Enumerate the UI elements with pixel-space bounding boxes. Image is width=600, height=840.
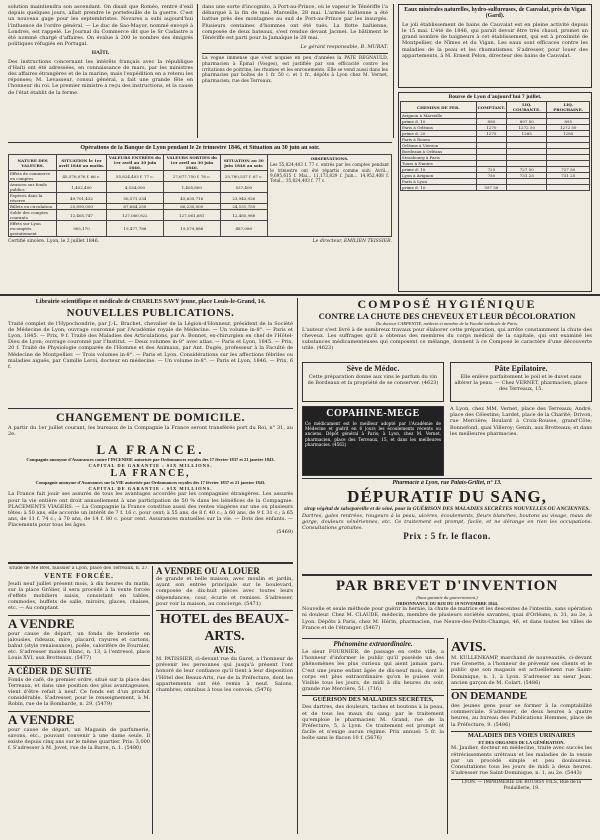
bank-director: Le directeur, EMILIEN TEISSIER.: [312, 239, 392, 244]
imprint: LYON. — IMPRIMERIE DE BOURSY FILS, Rue de la Poulaillerie, 19.: [461, 780, 582, 792]
top-col1-text: solution maintiendra son ascendant. On disait que Roméo, rentré d'exil depuis quelques jours, allait prendre le portefeuille de la guerre. C'est un nouveau gage pour les septembristes. Novares a subi aujourd'hui l'influence de l'ordre général. — Le duc de Sao-Mayor, nommé envoyé à Londres, est rappelé. Le Journal du Commerce dit que le Sr Cadastre a été nommé chargé d'affaires. On évalue à 200 le nombre des émigrés politiques réfugiés en Portugal.: [8, 4, 193, 48]
table-row: Paris à Rouen: [401, 137, 590, 143]
depuratif-text: Dartres, gales rentrées, rougeurs à la peau, ulcères, écoulements, fleurs blanches, boutons au visage, maux de gorge, douleurs vénériennes, etc. Ce traitement est prompt, facile, et ne dérange en rien les occupations. Consultations gratuites.: [302, 512, 592, 531]
la-france-ad: [8, 442, 293, 560]
column-divider: [152, 566, 153, 834]
demande-text: des jeunes gens pour se former à la comptabilité commerciale. S'adresser, de deux heures à quatre heures, au bureau des Publications Hommes, place de la Préfecture, 9. (5486): [451, 703, 592, 728]
la-france-code: (5469): [276, 528, 293, 535]
top-column-2: [202, 4, 388, 140]
cauvalat-ad: [398, 4, 592, 88]
top-col1-text2: Des instructions concernant les intérêts français avec la république d'Haïti ont été adressées, en connaissance de mars, par les ministres des affaires étrangères et de la marine; mais l'expédition en a retenu les réponses; M. Levasseur, consul général, a fait une grande fête en l'honneur du roi. Le premier ministre a reçu des instructions, et la cause de l'état établit de la ferme.: [8, 58, 193, 96]
table-row: prime d. 20 1275 1285 1285: [401, 131, 590, 137]
hygienique-text: L'auteur s'est livré à de nombreux travaux pour élaborer cette préparation, qui arrête constamment la chute des cheveux. Les suffrages qu'il a obtenus des membres du corps médical de la capitale, qui ont examiné les substances médicamenteuses qui composent ce mélange, donnent à ce Composé le caractère d'une découverte utile. (4623): [302, 326, 592, 352]
table-row: prime d. 10 597 50: [401, 185, 590, 191]
copahine-text: Ce médicament est le meilleur adopté par l'Académie de Médecine et guérit en 6 jours les écoulements récents ou anciens. Dépôt général à Paris; à Lyon, chez M. Vernet, pharmacien, place des Terreaux, 15, et dans les meilleures pharmacies. (4562): [303, 420, 443, 476]
table-row: Bordeaux à Orléans: [401, 149, 590, 155]
guerison-title: GUÉRISON DES MALADIES SECRÈTES,: [312, 696, 434, 704]
annonces-column: [451, 640, 592, 834]
top-column-1: [8, 4, 193, 140]
bourse-header: CHEMINS DE FER.: [401, 102, 477, 113]
divider: [302, 574, 592, 576]
bank-certification: Certifié sincère. Lyon, le 2 juillet 1846.: [8, 239, 100, 244]
bourse-de-lyon: [398, 92, 592, 292]
table-row: Avignon à Marseille: [401, 113, 590, 119]
demande-title: ON DEMANDE: [451, 690, 528, 703]
haiti-heading: HAÏTI.: [91, 50, 110, 57]
bank-title: Opérations de la Banque de Lyon pendant le 2e trimestre 1846, et Situation au 30 juin au soir.: [80, 145, 320, 151]
guerison-text: Des dartres, des douleurs, taches et boutons à la peau, et de tous les maux du sang; par le traitement qu'emploie le pharmacien M. Grand, rue de la Préfecture, 5, à Lyon. Ce traitement est prompt et facile et n'exige aucun régime. Prix annuel: 5 fr. la boîte sans le flacon 10 f. (5676): [302, 704, 444, 742]
bank-header: VALEURS SORTIES du 1er avril au 30 juin 1846.: [163, 155, 220, 171]
domicile-ad: [8, 410, 293, 440]
domicile-text: A partir du 1er juillet courant, les bureaux de la Compagnie la France seront transférés port du Roi, n° 31, au 2e.: [8, 425, 293, 438]
divider: [8, 142, 392, 143]
column-divider: [197, 4, 198, 138]
copahine-depots: [450, 406, 592, 476]
column-divider: [393, 4, 394, 138]
la-france-subtitle: Compagnie anonyme d'Assurances contre l'INCENDIE autorisée par Ordonnances royales des 17 février 1837 et 21 janvier 1843.: [26, 457, 275, 462]
avendre2-title: A VENDRE: [8, 711, 75, 727]
table-row: Solde des comptes courants 12,465,747 127,060,922 127,061,681 12,465,988: [9, 210, 268, 221]
bourse-table: [400, 101, 590, 191]
section-divider: [0, 294, 600, 296]
la-france-capital: CAPITAL DE GARANTIE : SIX MILLIONS.: [88, 462, 213, 468]
brevet-sub2: ORDONNANCE DU ROI DU 19 NOVEMBRE 1844.: [395, 600, 499, 606]
observations-header: OBSERVATIONS.: [310, 156, 349, 161]
bank-header: NATURE DES VALEURS.: [9, 155, 57, 171]
acceder-title: A CÉDER DE SUITE: [8, 665, 92, 676]
savy-title: Librairie scientifique et médicale de CHARLES SAVY jeune, place Louis-le-Grand, 14.: [35, 298, 266, 305]
table-row: prime d. 10 890 897 50 895: [401, 119, 590, 125]
maladies-sub: ET DES ORGANES DE LA GÉNÉRATION.: [478, 739, 565, 745]
divider: [202, 53, 388, 54]
bourse-header: LIQ. COURANTE.: [507, 102, 547, 113]
pate-regnauld-notice: La vogue immense que s'est acquise en peu d'années la PATE REGNAULD, pharmacien à Épinal (Vosges), est justifiée par son efficacité contre les irritations de poitrine, les rhumes et les enrouements. Elle se vend aussi dans les pharmacies par boîtes de 1 fr. 50 c. et 1 fr., dépôts à Lyon chez M. Vernet, pharmacien, rue des Terreaux.: [202, 56, 388, 84]
table-row: Effets de commerce en comptes 45,576,076 f. 66 c. 55,824,403 f. 77 c. 27,677,750 f. 76 c. 25,780,537 f. 67 c.: [9, 171, 268, 182]
avendre-text: pour cause de départ, un fonds de broderie en jalousies, rideaux, mire, placard, rayures et cartons, bahut (style renaissance), poêle, calorifère de Fournier, etc. S'adresser maison Blanc, n. 13, à l'entresol, place Louis XVI, aux Brotteaux. (5477): [8, 630, 150, 662]
table-row: Effets sur Lyon escomptés gratuitement 905,170 19,477,788 19,579,888 487,080: [9, 221, 268, 237]
seve-title: Sève de Médoc.: [346, 364, 400, 373]
bank-observations: Les 55,824,403 f. 77 c. entrés par les comptes pendant le trimestre ont été répartis comme suit: Avril... 9,695,615 f. Mai... 11,173,829 f. Juin... 14,952,408 f. Total... 35,824,403 f. 77 c.: [270, 162, 389, 184]
bank-operations: [8, 145, 392, 273]
pate-title: Pâte Epilatoire.: [494, 364, 548, 373]
table-row: Orléans à Vierzon: [401, 143, 590, 149]
vente-forcee-text: Jeudi neuf juillet présent mois, à dix heures du matin, sur la place Grôlier, il sera procédé à la vente forcée d'effets mobiliers saisis, consistant en tables, commodes, buffets de salle, miroirs, glaces, chaises, etc. — Au comptant.: [8, 580, 150, 612]
la-france-subtitle2: Compagnie anonyme d'Assurances sur la VIE autorisée par Ordonnances royales des 17 février 1837 et 21 janvier 1843.: [35, 480, 266, 486]
gerant-signature: Le gérant responsable, B. MURAT.: [300, 44, 388, 51]
bank-header: SITUATION le 1er avril 1846 au matin.: [57, 155, 107, 171]
brevet-sub: (Sans garantie du gouvernement.): [416, 595, 478, 600]
hotel-beaux-arts: HOTEL des BEAUX-ARTS.: [159, 612, 290, 645]
la-france-banner2: LA FRANCE,: [110, 468, 191, 480]
hygienique-banner: COMPOSÉ HYGIÉNIQUE: [357, 298, 537, 311]
divider: [302, 478, 592, 479]
domicile-title: CHANGEMENT DE DOMICILE.: [56, 410, 245, 424]
avis-text: M. PATISSIER, ci-devant rue du Garet, a l'honneur de prévenir les personnes qui jusqu'à présent l'ont honoré de leur confiance qu'il tient à leur disposition l'Hôtel des Beaux-Arts, rue de la Préfecture, dont les appartements ont été remis à neuf. Salons, chambres, omnibus à tous les convois. (5476): [156, 656, 293, 694]
avis2-text: M. KULLENKAMP, marchand de nouveautés, ci-devant rue Grenette, a l'honneur de prévenir ses clients et le public que son magasin est actuellement rue Saint-Dominique, n. 1, à Lyon. S'adresser au sieur Jean, ancien garçon de M. Colart. (5486): [451, 655, 592, 686]
cauvalat-heading: Eaux minérales naturelles, hydro-sulfureuses, de Cauvalat, près du Vigan (Gard).: [404, 7, 586, 20]
bank-header: SITUATION au 30 juin 1846 au soir.: [220, 155, 267, 171]
depuratif-price: Prix : 5 fr. le flacon.: [403, 531, 491, 542]
cauvalat-text: Le joli établissement de bains de Cauvalat est en pleine activité depuis le 15 mai. L'été de 1846, qui paraît devoir être très chaud, promet un grand nombre de baigneurs à cet établissement, qui est à proximité de Montpellier, de Nîmes et du Vigan. Les eaux sont efficaces contre les maladies de la peau et les rhumatismes. S'adresser, pour louer des appartements, à M. Ernest Pelon, directeur des bains de Cauvalat.: [402, 21, 588, 59]
bourse-header: LIQ. PROCHAINE.: [547, 102, 590, 113]
hygienique-subtitle: Du docteur CARPENTIE, médecin et membre de la Faculté médicale de Paris.: [376, 321, 518, 326]
phenomene-column: [302, 640, 444, 834]
savy-banner: NOUVELLES PUBLICATIONS.: [66, 306, 235, 319]
acceder-text: Fonds de café, de premier ordre, situé sur la place des Terreaux, et dans une position des plus avantageuses, vient d'être refait à neuf. Ce fonds est d'un produit considérable. S'adresser, pour le renseignement, à M. Robin, rue de la Bombarde, n. 29. (5479): [8, 676, 150, 708]
la-france-capital2: CAPITAL DE GARANTIE : SIX MILLIONS.: [88, 485, 213, 491]
louer-title: A VENDRE OU A LOUER: [156, 566, 260, 576]
divider: [8, 408, 293, 409]
avendre-title: A VENDRE: [8, 615, 75, 631]
table-row: Avances sur fonds publics 1,402,400 4,534,000 1,405,800 537,400: [9, 182, 268, 193]
copahine-banner: COPAHINE-MEGE: [303, 407, 443, 420]
pate-text: Elle enlève parfaitement le poil et le duvet sans altérer la peau. — Chez VERNET, pharmacien, place des Terreaux, 15.: [454, 374, 588, 393]
bank-header: VALEURS ENTRÉES du 1er avril au 30 juin 1846.: [106, 155, 163, 171]
maladies-text: M. Jaudier, docteur en médecine, traite avec succès les rétrécissements urétraux et les maladies de la vessie par un procédé simple et peu douloureux. Consultations tous les jours de midi à deux heures. S'adresser rue Saint-Dominique, n. 1, au 2e. (5443): [451, 745, 592, 777]
seve-text: Cette préparation donne aux vins le parfum du vin de Bordeaux et la propriété de se conserver. (4623): [307, 374, 439, 387]
brevet-title: PAR BREVET D'INVENTION: [335, 578, 559, 594]
table-row: Strasbourg à Paris: [401, 155, 590, 161]
depuratif-title: DÉPURATIF DU SANG,: [347, 487, 547, 506]
table-row: prime d. 10 725 727 50 727 50: [401, 167, 590, 173]
column-divider: [447, 638, 448, 834]
seve-medoc-ad: [302, 362, 444, 402]
savy-ad: [8, 298, 293, 406]
table-row: Espèces dans la réserve 49,701,432 56,571,334 45,635,716 23,943,926: [9, 193, 268, 204]
table-row: Billets en circulation 20,890,000 67,664,250 66,235,000 24,151,750: [9, 204, 268, 210]
phenomene-text: Le sieur FOURNIER, de passage en cette ville, a l'honneur d'informer le public qu'il possède un des phénomènes les plus curieux qui aient jamais paru. C'est une jeune enfant âgée de dix-neuf mois, dont le corps est plus extraordinaire qu'on le puisse voir. Visible tous les jours, de midi à dix heures du soir, grande rue Mercière, 51. (716): [302, 649, 444, 693]
la-france-text: La France fait jouir ses assurés de tous les avantages accordés par les compagnies étrangères. Les assurés pour la vie entière ont droit annuellement à une participation de 50 % dans les bénéfices de la Compagnie. PLACEMENTS VIAGERS. — La Compagnie la France constitue aussi des rentes viagères sur une ou plusieurs têtes: à 50 ans, elle accorde un intérêt de 7 f. 16 c. pour cent; à 55 ans, de 8 f. 40 c.; à 60 ans, de 9 f. 31 c.; à 65 ans, de 11 f. 74 c.; à 70 ans, de 14 f. 80 c. pour cent. Assurances mutuelles sur la vie. — Dots des enfants. — Placements pour tous les âges.: [8, 491, 293, 529]
copahine-depots-text: A Lyon, chez MM. Vernet, place des Terreaux; André, place des Célestins; Lardet, place de la Charité; Drivon, rue Mercière; Boulard à Croix-Rousse, grand'Côte; Bonnefond, quai Villeroy; Genin, aux Brotteaux; et dans les meilleures pharmacies.: [450, 406, 592, 437]
brevet-ad: [302, 578, 592, 636]
louer-column: [156, 566, 293, 834]
bourse-title: Bourse de Lyon d'aujourd'hui 7 juillet.: [448, 94, 542, 100]
bank-table: [8, 154, 268, 237]
hygienique-title: CONTRE LA CHUTE DES CHEVEUX ET LEUR DÉCOLORATION: [318, 311, 576, 321]
table-row: Lyon à Avignon 750 731 25 731 25: [401, 173, 590, 179]
maladies-title: MALADIES DES VOIES URINAIRES: [467, 731, 576, 739]
bourse-header: COMPTANT.: [476, 102, 506, 113]
ventes-column: [8, 566, 150, 834]
louer-text: de grande et belle maison, avec moulin et jardin, ayant son entrée principale sur le boulevard, composée de dix-huit pièces avec toutes leurs dépendances; cour, écurie et remises. S'adresser, pour voir la maison, au concierge. (5471): [156, 576, 293, 607]
divider: [8, 562, 293, 564]
table-row: Tours à Nantes: [401, 161, 590, 167]
phenomene-title: Phénomène extraordinaire.: [333, 640, 413, 648]
table-row: Paris à Lyon: [401, 179, 590, 185]
brel-header: Etude de Me Brel, huissier à Lyon, place des Terreaux, n. 27.: [9, 566, 149, 571]
depuratif-header: Pharmacie à Lyon, rue Palais-Grillet, n° 13.: [392, 480, 502, 486]
savy-text: Traité complet de l'Hypochondrie, par J.-L. Brachet, chevalier de la Légion-d'Honneur, président de la Société de Médecine de Lyon; ouvrage couronné par l'Académie royale de Médecine. — Un volume in-8°. — Paris et Lyon, 1845. — Prix, 9 f. Traité des Maladies des Articulations, par A. Bonnet, ex-chirurgien en chef de l'Hôtel-Dieu de Lyon; ouvrage couronné par l'Institut. — Deux volumes in-8° avec atlas. — Paris et Lyon, 1845. — Prix, 20 f. Traité de Physiologie comparée de l'Homme et des Animaux, par Ant. Dugès, professeur à la Faculté de Médecine de Montpellier. — Trois volumes in-8°. — Paris et Lyon. Considérations sur les affections fébriles ou maladies aiguës, par Camille Leroi, docteur en médecine. — Un volume in-8°. — Paris et Lyon, 1846. — Prix, 6 f.: [8, 320, 293, 370]
top-col2-text: dans une sorte d'incognito, à Port-au-Prince, où le vapeur le Ténériffe l'a débarqué à la fin de mai. Marseille, 28 mai. L'armée haïtienne a été battue près des montagnes au sud de Port-au-Prince par les insurgés. Plusieurs centaines d'hommes ont été tués. La flotte haïtienne, composée de deux bateaux, s'est rendue devant Jacmel. Le bâtiment le Ténériffe est parti pour la Jamaïque le 28 mai.: [202, 4, 388, 42]
depuratif-subtitle: sirop végétal de salsepareille et de séné, pour la GUÉRISON DES MALADIES SECRÈTES NOUVELLES OU ANCIENNES.: [304, 506, 590, 512]
vente-forcee-title: VENTE FORCÉE.: [44, 571, 114, 580]
avendre2-text: pour cause de départ, un Magasin de parfumerie, savons, etc., pouvant convenir à une dame seule. Il existe depuis cinq ans sur le même quartier. Prix: 3,000 f. S'adresser à M. Jovet, rue de la Barre, n. 1. (5480): [8, 726, 150, 752]
avis2-title: AVIS.: [451, 640, 487, 655]
column-divider: [297, 298, 298, 834]
depuratif-ad: [302, 480, 592, 572]
hygienique-ad: [302, 298, 592, 360]
brevet-text: Nouvelle et seule méthode pour guérir la hernie, la chute de matrice et les descentes de l'intestin, sans opération ni douleur. Chez M. CLAUDE, médecin, membre de plusieurs sociétés savantes, quai d'Orléans, n. 31, au 2e, à Lyon. Dépôts à Paris, chez M. Hérin, pharmacien, rue Neuve-des-Petits-Champs, 46, et dans toutes les villes de France et de l'étranger. (5467): [302, 606, 592, 631]
la-france-banner: LA FRANCE.: [96, 442, 205, 457]
divider: [302, 638, 444, 639]
copahine-ad: [302, 406, 444, 476]
table-row: Paris à Orléans 1270 1272 50 1272 50: [401, 125, 590, 131]
pate-epilatoire-ad: [450, 362, 592, 402]
avis-title: AVIS.: [213, 645, 236, 656]
